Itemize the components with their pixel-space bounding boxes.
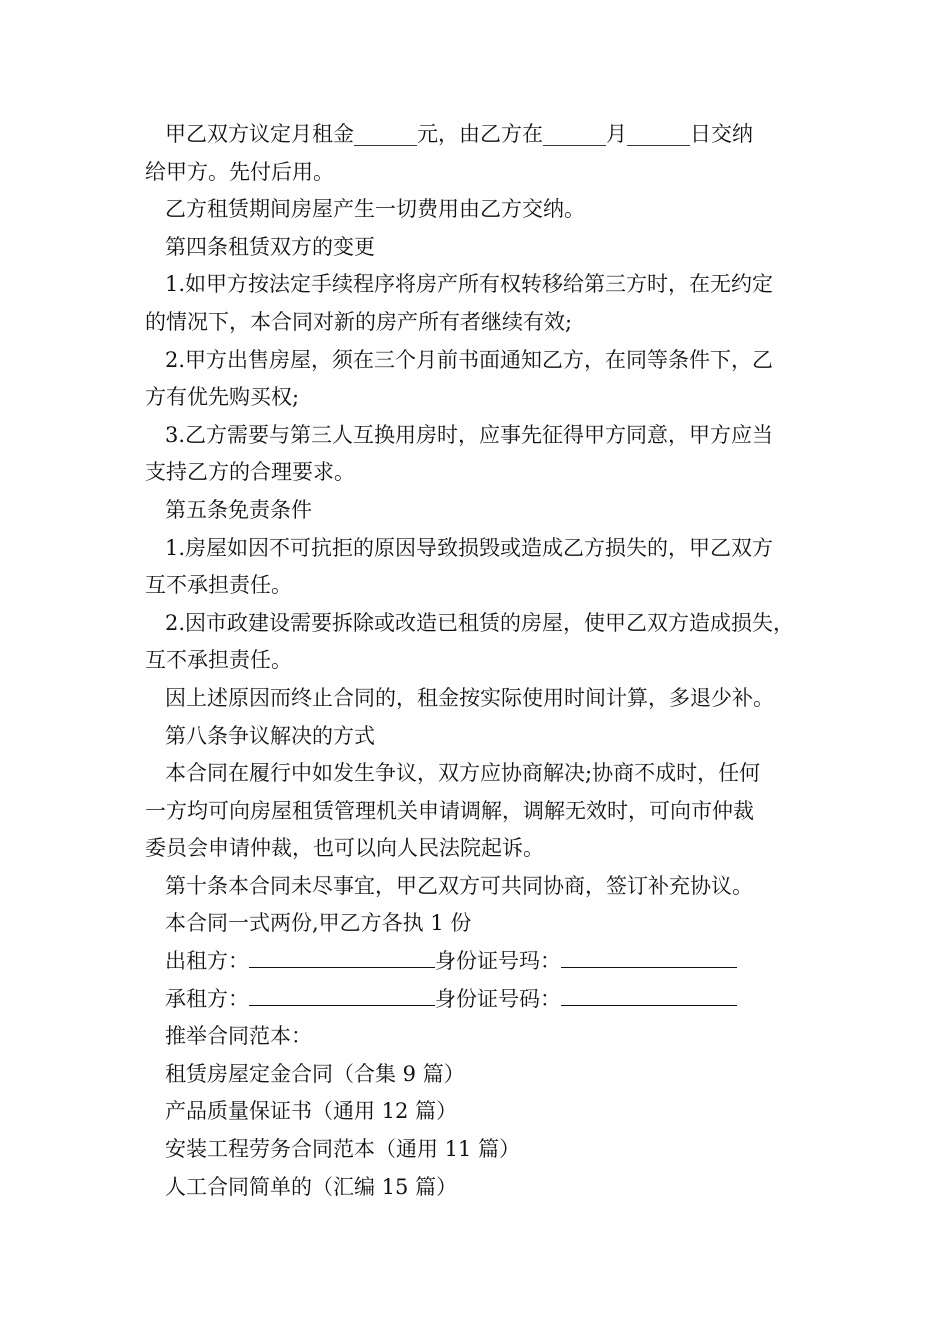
text-line: 第十条本合同未尽事宜，甲乙双方可共同协商，签订补充协议。 — [165, 873, 753, 898]
lessee-id-blank — [561, 987, 737, 1006]
lessor-signature-blank — [249, 949, 435, 968]
lessee-signature-line — [145, 981, 817, 1019]
recommend-link[interactable]: 安装工程劳务合同范本（通用 11 篇） — [165, 1137, 521, 1162]
text-line: 甲乙双方议定月租金______元，由乙方在______月______日交纳 — [165, 122, 753, 146]
text-line: 2.因市政建设需要拆除或改造已租赁的房屋，使甲乙双方造成损失， — [165, 610, 795, 635]
recommend-link[interactable]: 人工合同简单的（汇编 15 篇） — [165, 1174, 458, 1199]
text-line: 一方均可向房屋租赁管理机关申请调解，调解无效时，可向市仲裁 — [145, 798, 754, 823]
lessor-signature-line — [145, 943, 817, 981]
text-line: 的情况下，本合同对新的房产所有者继续有效; — [145, 309, 573, 334]
section-heading: 第八条争议解决的方式 — [165, 723, 375, 748]
text-line: 因上述原因而终止合同的，租金按实际使用时间计算，多退少补。 — [165, 685, 774, 710]
lessor-id-blank — [561, 949, 737, 968]
lessor-id-label: 身份证号玛： — [435, 949, 561, 974]
text-line: 3.乙方需要与第三人互换用房时，应事先征得甲方同意，甲方应当 — [165, 422, 774, 447]
text-line: 方有优先购买权; — [145, 385, 300, 410]
lessee-id-label: 身份证号码： — [435, 986, 561, 1011]
text-line: 1.房屋如因不可抗拒的原因导致损毁或造成乙方损失的，甲乙双方 — [165, 535, 774, 560]
lessee-signature-blank — [249, 987, 435, 1006]
text-line: 委员会申请仲裁，也可以向人民法院起诉。 — [145, 836, 544, 861]
recommend-title: 推举合同范本： — [165, 1024, 312, 1049]
lessee-label: 承租方： — [165, 986, 249, 1011]
section-heading: 第四条租赁双方的变更 — [165, 234, 375, 259]
section-heading: 第五条免责条件 — [165, 497, 312, 522]
recommend-link[interactable]: 产品质量保证书（通用 12 篇） — [165, 1099, 458, 1124]
recommend-link[interactable]: 租赁房屋定金合同（合集 9 篇） — [165, 1061, 465, 1086]
text-line: 乙方租赁期间房屋产生一切费用由乙方交纳。 — [165, 197, 585, 222]
lessor-label: 出租方： — [165, 949, 249, 974]
text-line: 互不承担责任。 — [145, 573, 292, 598]
text-line: 本合同一式两份,甲乙方各执 1 份 — [165, 911, 472, 936]
document-page — [145, 116, 817, 1206]
text-line: 1.如甲方按法定手续程序将房产所有权转移给第三方时，在无约定 — [165, 272, 774, 297]
text-line: 支持乙方的合理要求。 — [145, 460, 355, 485]
text-line: 2.甲方出售房屋，须在三个月前书面通知乙方，在同等条件下，乙 — [165, 347, 774, 372]
text-line: 互不承担责任。 — [145, 648, 292, 673]
text-line: 本合同在履行中如发生争议，双方应协商解决;协商不成时，任何 — [165, 761, 761, 786]
text-line: 给甲方。先付后用。 — [145, 159, 334, 184]
